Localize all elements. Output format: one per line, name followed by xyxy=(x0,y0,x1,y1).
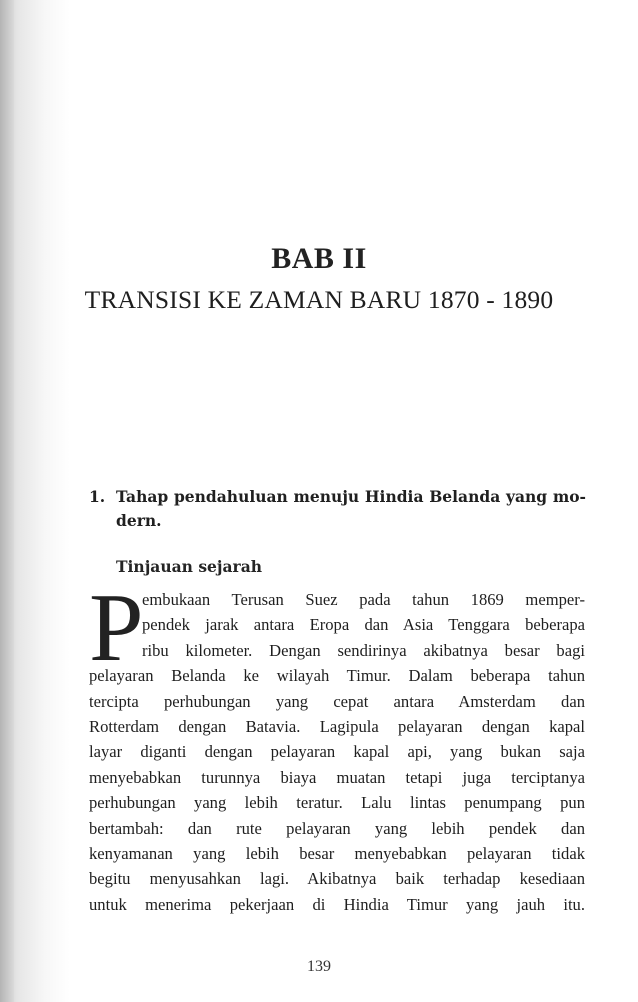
body-line: layar diganti dengan pelayaran kapal api, yang bukan saja xyxy=(89,742,585,762)
chapter-number: BAB II xyxy=(271,242,367,275)
body-line: tercipta perhubungan yang cepat antara Amsterdam dan xyxy=(89,691,585,711)
body-line: begitu menyusahkan lagi. Akibatnya baik terhadap kesediaan xyxy=(89,869,585,889)
body-line: pelayaran Belanda ke wilayah Timur. Dalam beberapa tahun xyxy=(89,666,585,686)
body-line: menyebabkan turunnya biaya muatan tetapi juga terciptanya xyxy=(89,767,585,787)
body-line: bertambah: dan rute pelayaran yang lebih pendek dan xyxy=(89,818,585,838)
section-heading-text: Tahap pendahuluan menuju Hindia Belanda yang mo-dern. xyxy=(116,487,586,530)
section-number: 1. xyxy=(89,487,106,506)
section-subheading: Tinjauan sejarah xyxy=(116,557,263,576)
section-heading xyxy=(91,485,586,533)
body-line: untuk menerima pekerjaan di Hindia Timur yang jauh itu. xyxy=(89,894,585,914)
body-line: ribu kilometer. Dengan sendirinya akibatnya besar bagi xyxy=(142,640,585,660)
body-line: embukaan Terusan Suez pada tahun 1869 memper- xyxy=(142,590,585,609)
spine-shadow xyxy=(0,0,14,1002)
body-line: pendek jarak antara Eropa dan Asia Tenggara beberapa xyxy=(142,615,585,635)
drop-cap: P xyxy=(89,574,144,682)
body-paragraph xyxy=(89,574,585,917)
chapter-title: TRANSISI KE ZAMAN BARU 1870 - 1890 xyxy=(84,285,554,314)
body-line: perhubungan yang lebih teratur. Lalu lintas penumpang pun xyxy=(89,793,585,813)
body-line: Rotterdam dengan Batavia. Lagipula pelayaran dengan kapal xyxy=(89,716,585,736)
page-number: 139 xyxy=(307,958,331,975)
body-line: kenyamanan yang lebih besar menyebabkan pelayaran tidak xyxy=(89,843,585,863)
